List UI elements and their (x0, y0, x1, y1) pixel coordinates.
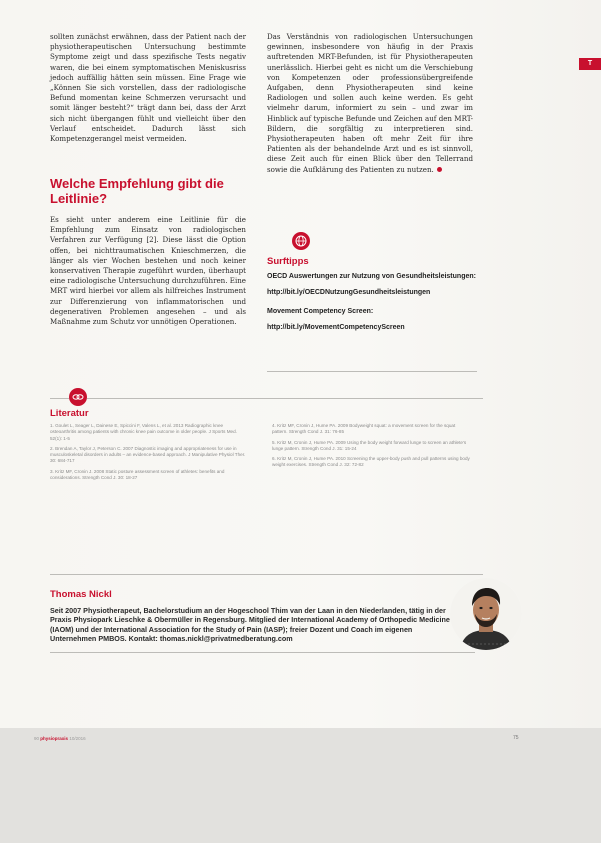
surftipps-title: Surftipps (267, 256, 309, 267)
globe-icon (292, 232, 310, 250)
right-column-text: Das Verständnis von radiologischen Untersuchungen gewinnen, insbesondere von häufig in der Praxis auftretenden MRT-Befunden, ist für Physiotherapeuten unerlässlich. Hierbei geht es nicht um die Verschiebung von Kompetenzen oder professionsübergreifende Aufgaben, denn Physiotherapeuten sind keine Radiologen und sollen auch keine werden. Es geht vielmehr darum, informiert zu sein – und zwar im Hinblick auf typische Befunde und Zeichen auf den MRT-Bildern, die sorgfältig zu interpretieren sind. Physiotherapeuten haben oft mehr Zeit für ihre Patienten als der behandelnde Arzt und es ist sinnvoll, diese Zeit auch für einen Blick über den Tellerrand sowie die Aufklärung des Patienten zu nutzen. (267, 32, 473, 174)
magazine-title: physiopraxis (40, 736, 69, 741)
section-heading: Welche Empfehlung gibt die Leitlinie? (50, 176, 224, 206)
divider (267, 371, 477, 372)
end-mark-icon (437, 167, 442, 172)
page-bottom-shadow (0, 728, 601, 843)
surftipps-item-label: OECD Auswertungen zur Nutzung von Gesundheitsleistungen: (267, 273, 476, 280)
author-bio: Seit 2007 Physiotherapeut, Bachelorstudium an der Hogeschool Thim van der Laan in den Niederlanden, tätig in der Praxis Physiopark Lieschke & Obermüller in Regensburg. Mitglied der International Academy of Orthopedic Medicine (IAOM) und der International Association for the Study of Pain (IASP); freier Dozent und Coach im eigenen Unternehmen PMBOS. Kontakt: thomas.nickl@privatmedberatung.com (50, 606, 450, 644)
divider (50, 398, 69, 399)
divider (87, 398, 483, 399)
intro-paragraph: sollten zunächst erwähnen, dass der Patient nach der physiotherapeutischen Untersuchung bestimmte Symptome zeigt und dass spezifische Tests negativ waren, die bei einem symptomatischen Meniskusriss jedoch auffällig hätten sein müssen. Eine Frage wie „Können Sie sich vorstellen, dass der radiologische Befund momentan keine Schmerzen verursacht und somit länger besteht?“ trägt dann bei, dass der Arzt sich nicht übergangen fühlt und vielleicht über den Verlauf entscheidet. Dadurch lässt sich Kompetenzgerangel meist vermeiden. (50, 32, 246, 144)
reference-item: 2. Brendan A, Taylor J, Peterson C. 2007 Diagnostic imaging and appropriateness for use in musculoskeletal disorders in adults – an evidence-based approach. J Manipulative Physiol Ther. 30: 684-717 (50, 445, 246, 464)
surftipps-link[interactable]: http://bit.ly/MovementCompetencyScreen (267, 323, 405, 331)
divider (50, 652, 475, 653)
page-number-left: 90 (34, 736, 40, 741)
link-chain-icon (69, 388, 87, 406)
footer-left (34, 736, 86, 741)
author-name: Thomas Nickl (50, 589, 112, 600)
surftipps-item-label: Movement Competency Screen: (267, 308, 374, 315)
reference-item: 6. Kritz M, Cronin J, Hume PA. 2010 Screening the upper-body push and pull patterns using body weight exercises. Strength Cond J. 32: 72-82 (272, 456, 470, 468)
surftipps-link[interactable]: http://bit.ly/OECDNutzungGesundheitsleistungen (267, 288, 431, 296)
reference-list-right (272, 423, 472, 473)
reference-item: 5. Kritz M, Cronin J, Hume PA. 2009 Using the body weight forward lunge to screen an athlete’s lunge pattern. Strength Cond J. 31: 15-24 (272, 439, 467, 451)
issue-number: 10/2016 (69, 736, 86, 741)
section-tab: T (579, 58, 601, 70)
leitlinie-paragraph: Es sieht unter anderem eine Leitlinie für die Empfehlung zum Einsatz von radiologischen Verfahren zur Verfügung [2]. Diese lässt die Option offen, bei nichttraumatischen Knieschmerzen, die länger als vier Wochen bestehen und noch keiner konservativen Therapie zugeführt wurden, überhaupt eine radiologische Untersuchung durchzuführen. Eine MRT wird hierbei vor allem als hilfreiches Instrument zur Differenzierung von inflammatorischen und degenerativen Problemen angesehen – und als Maßnahme zum Schutz vor unnötigen Operationen. (50, 215, 246, 327)
surftipps-box (267, 256, 477, 342)
reference-list-left (50, 423, 250, 485)
page-number-right: 75 (513, 735, 519, 741)
author-box (50, 589, 450, 644)
right-column-paragraph (267, 32, 473, 175)
reference-item: 3. Kritz MF, Cronin J. 2008 Static posture assessment screen of athletes: benefits and considerations. Strength Cond J. 30: 18-27 (50, 468, 225, 481)
divider (50, 574, 483, 575)
reference-item: 4. Kritz MF, Cronin J, Hume PA. 2009 Bodyweight squat: a movement screen for the squat pattern. Strength Cond J. 31: 76-85 (272, 423, 456, 435)
author-photo (450, 578, 522, 650)
literature-title: Literatur (50, 408, 89, 419)
reference-item: 1. Goulet L, Seager L, Dainese E, Spiccini F, Valens L, et al. 2013 Radiographic knee osteoarthritis among patients with chronic knee pain outcome in older people. J Sports Med. 52(1): 1-5 (50, 423, 237, 441)
literature-section (50, 408, 480, 419)
